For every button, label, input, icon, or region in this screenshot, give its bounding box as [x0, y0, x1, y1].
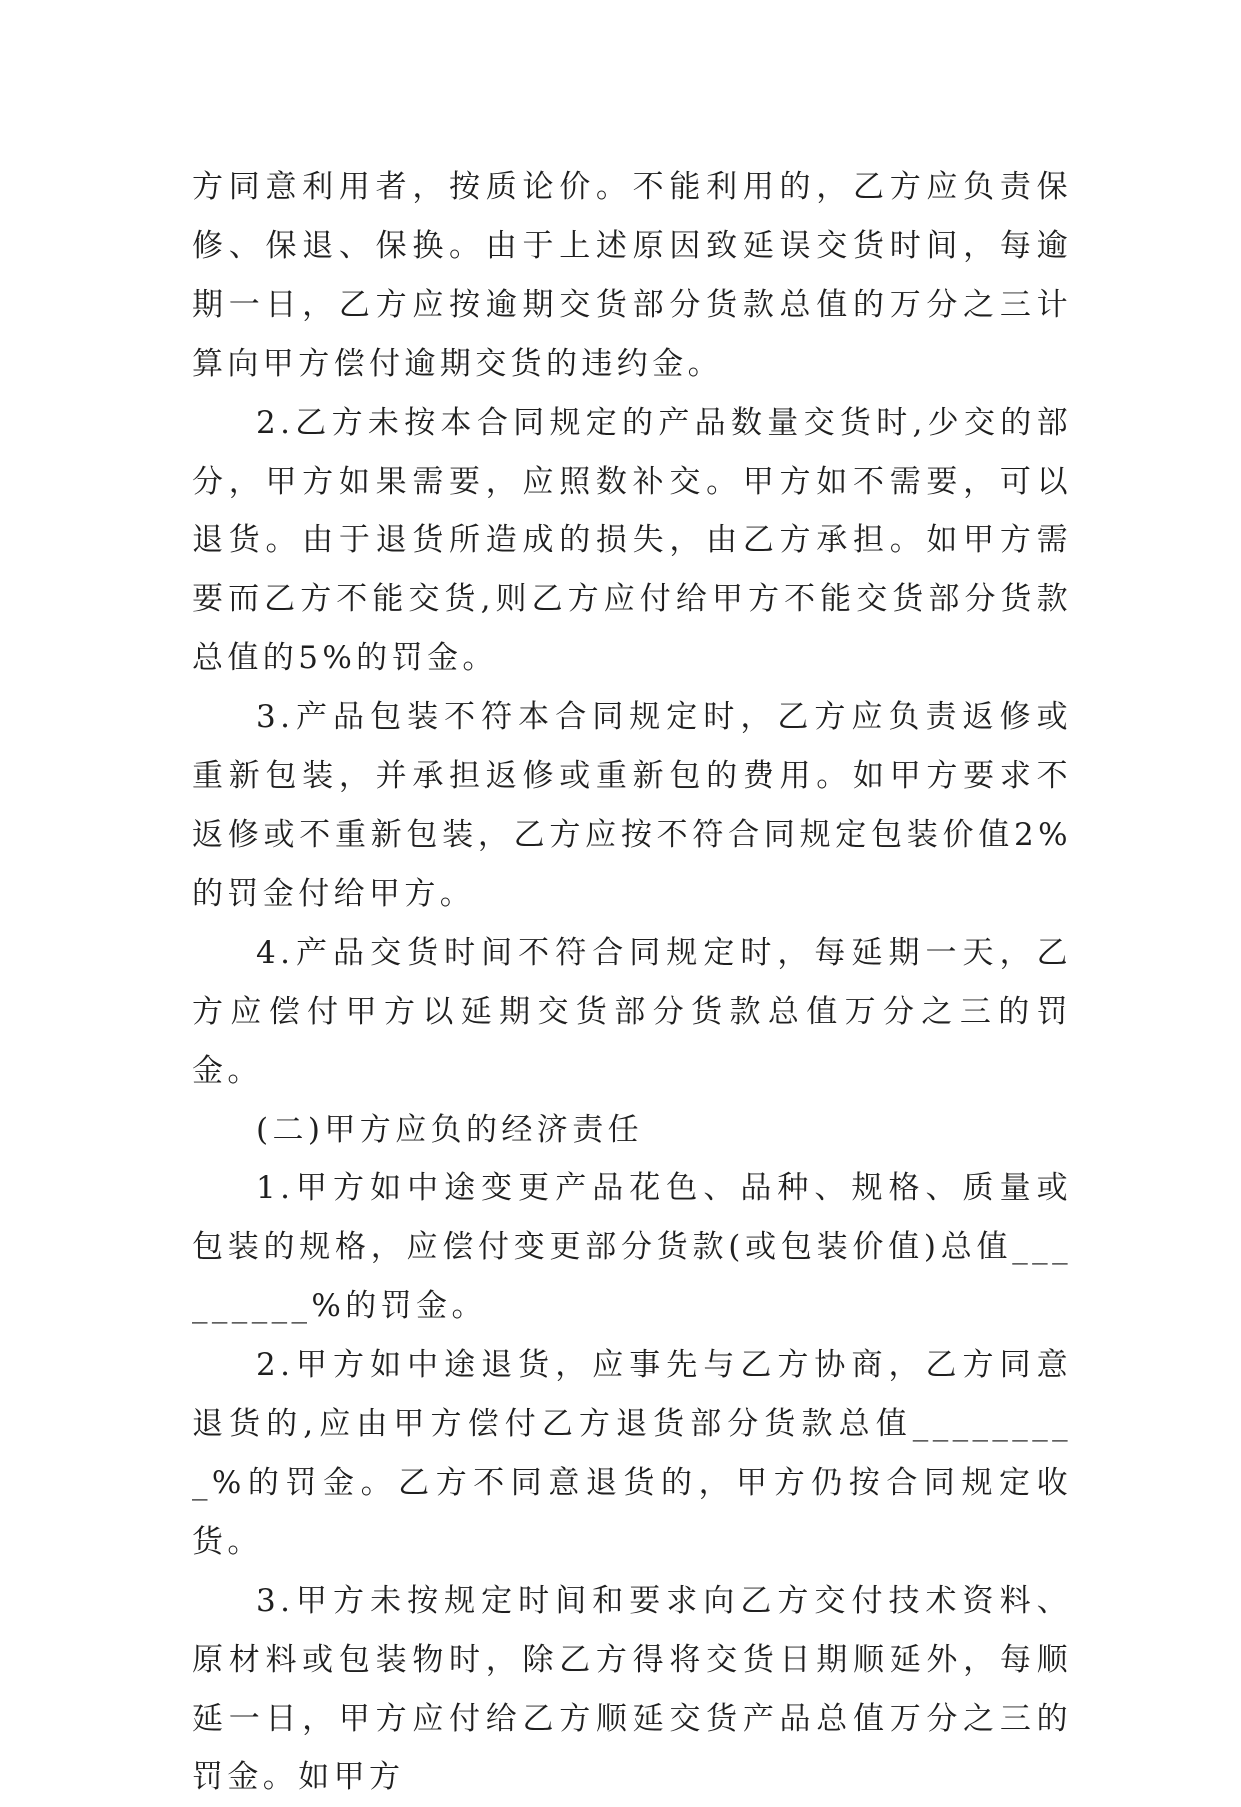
paragraph-party-a-clause-2: 2.甲方如中途退货，应事先与乙方协商，乙方同意退货的,应由甲方偿付乙方退货部分货款总值_________%的罚金。乙方不同意退货的，甲方仍按合同规定收货。: [192, 1347, 1072, 1560]
paragraph-clause-3-packaging: 3.产品包装不符本合同规定时，乙方应负责返修或重新包装，并承担返修或重新包的费用。如甲方要求不返修或不重新包装，乙方应按不符合同规定包装价值2%的罚金付给甲方。: [192, 699, 1072, 912]
document-body: [192, 158, 1072, 1807]
paragraph-party-a-clause-1: 1.甲方如中途变更产品花色、品种、规格、质量或包装的规格，应偿付变更部分货款(或包装价值)总值_________%的罚金。: [192, 1170, 1072, 1325]
section-heading-party-a-liability: (二)甲方应负的经济责任: [256, 1111, 643, 1148]
paragraph-clause-4-delivery-time: 4.产品交货时间不符合同规定时，每延期一天，乙方应偿付甲方以延期交货部分货款总值万分之三的罚金。: [192, 934, 1072, 1089]
paragraph-clause-2-quantity: 2.乙方未按本合同规定的产品数量交货时,少交的部分，甲方如果需要，应照数补交。甲方如不需要，可以退货。由于退货所造成的损失，由乙方承担。如甲方需要而乙方不能交货,则乙方应付给甲方不能交货部分货款总值的5%的罚金。: [192, 404, 1072, 677]
paragraph-continuation: 方同意利用者，按质论价。不能利用的，乙方应负责保修、保退、保换。由于上述原因致延误交货时间，每逾期一日，乙方应按逾期交货部分货款总值的万分之三计算向甲方偿付逾期交货的违约金。: [192, 169, 1072, 382]
paragraph-party-a-clause-3: 3.甲方未按规定时间和要求向乙方交付技术资料、原材料或包装物时，除乙方得将交货日期顺延外，每顺延一日，甲方应付给乙方顺延交货产品总值万分之三的罚金。如甲方: [192, 1582, 1072, 1796]
